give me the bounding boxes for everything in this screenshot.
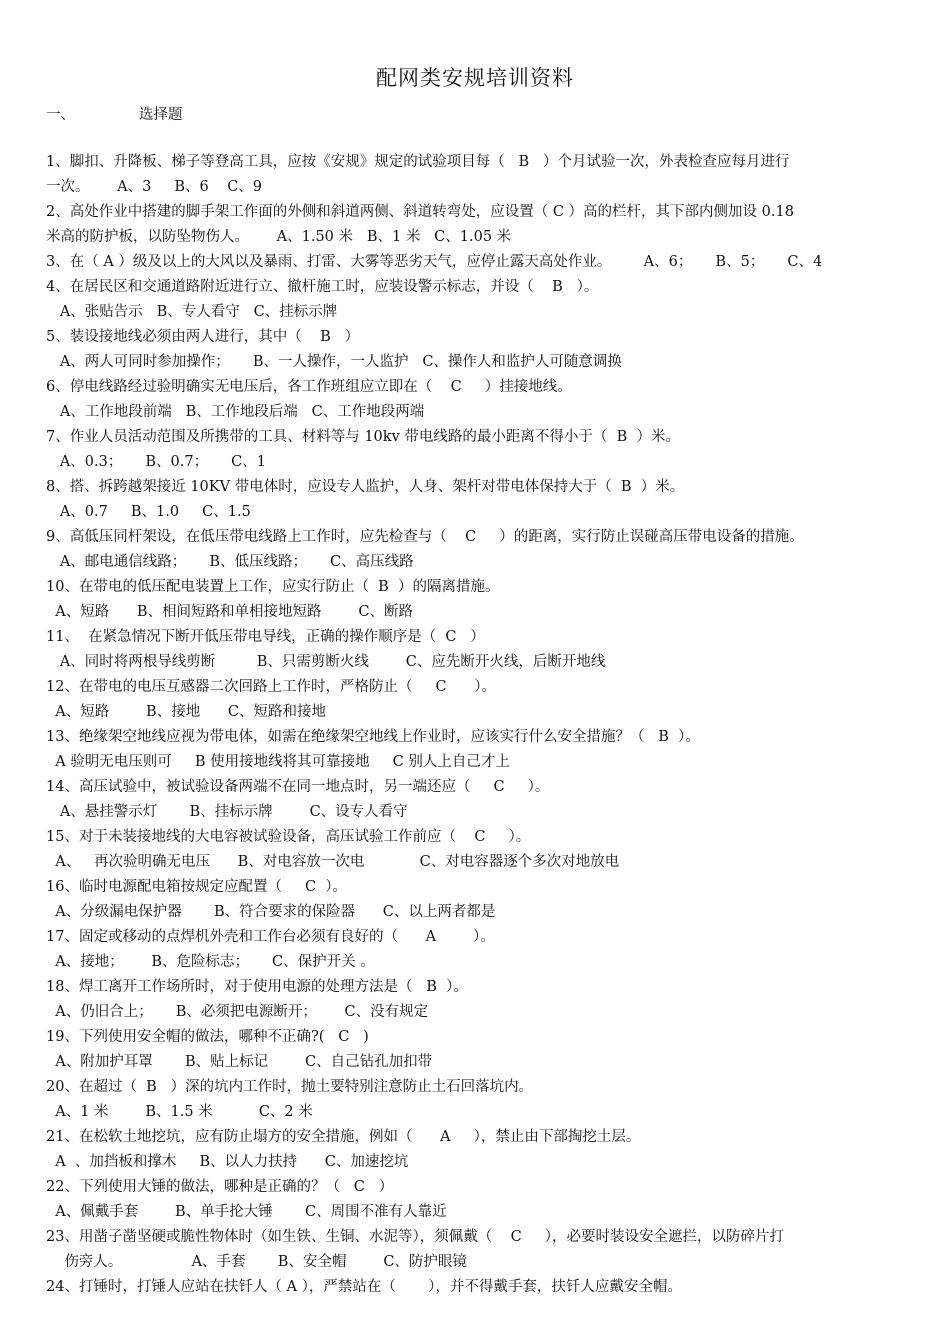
text-line: 6、停电线路经过验明确实无电压后，各工作班组应立即在（ C ）挂接地线。 — [46, 379, 572, 395]
text-line: A、邮电通信线路； B、低压线路； C、高压线路 — [46, 554, 414, 570]
text-line: A 、加挡板和撑木 B、以人力扶持 C、加速挖坑 — [46, 1154, 409, 1170]
text-line: 22、下列使用大锤的做法，哪种是正确的？（ C ） — [46, 1179, 394, 1195]
text-line: 2、高处作业中搭建的脚手架工作面的外侧和斜道两侧、斜道转弯处，应设置（ C ）高的栏杆，其下部内侧加设 0.18 — [46, 204, 794, 220]
section-heading — [46, 103, 183, 124]
text-line: 17、固定或移动的点焊机外壳和工作台必须有良好的（ A ）。 — [46, 929, 495, 945]
text-line: A、张贴告示 B、专人看守 C、挂标示牌 — [46, 304, 338, 320]
text-line: 8、搭、拆跨越架接近 10KV 带电体时，应设专人监护，人身、架杆对带电体保持大于（ B ）米。 — [46, 479, 685, 495]
text-line: 一次。 A、3 B、6 C、9 — [46, 179, 263, 195]
text-line: 伤旁人。 A、手套 B、安全帽 C、防护眼镜 — [46, 1254, 467, 1270]
text-line: 7、作业人员活动范围及所携带的工具、材料等与 10kv 带电线路的最小距离不得小于（ B ）米。 — [46, 429, 680, 445]
text-line: 15、对于未装接地线的大电容被试验设备，高压试验工作前应（ C ）。 — [46, 829, 531, 845]
text-line: A、附加护耳罩 B、贴上标记 C、自己钻孔加扣带 — [46, 1054, 433, 1070]
text-line: A、佩戴手套 B、单手抡大锤 C、周围不准有人靠近 — [46, 1204, 447, 1220]
text-line: A、同时将两根导线剪断 B、只需剪断火线 C、应先断开火线，后断开地线 — [46, 654, 606, 670]
text-line: 18、焊工离开工作场所时，对于使用电源的处理方法是（ B ）。 — [46, 979, 468, 995]
text-line: 19、下列使用安全帽的做法，哪种不正确?( C ) — [46, 1029, 369, 1045]
text-line: 1、脚扣、升降板、梯子等登高工具，应按《安规》规定的试验项目每（ B ）个月试验一次，外表检查应每月进行 — [46, 154, 790, 170]
text-line: 10、在带电的低压配电装置上工作，应实行防止（ B ）的隔离措施。 — [46, 579, 500, 595]
text-line: A、 再次验明确无电压 B、对电容放一次电 C、对电容器逐个多次对地放电 — [46, 854, 620, 870]
text-line: 20、在超过（ B ）深的坑内工作时，抛土要特别注意防止土石回落坑内。 — [46, 1079, 534, 1095]
text-line: A、两人可同时参加操作； B、一人操作，一人监护 C、操作人和监护人可随意调换 — [46, 354, 622, 370]
text-line: 23、用凿子凿坚硬或脆性物体时（如生铁、生铜、水泥等），须佩戴（ C ），必要时装设安全遮拦，以防碎片打 — [46, 1229, 785, 1245]
text-line: A、短路 B、接地 C、短路和接地 — [46, 704, 326, 720]
text-line: 21、在松软土地挖坑，应有防止塌方的安全措施，例如（ A ），禁止由下部掏挖土层。 — [46, 1129, 641, 1145]
text-line: A、0.3； B、0.7； C、1 — [46, 454, 266, 470]
section-number: 一、 — [46, 107, 75, 123]
text-line: A、0.7 B、1.0 C、1.5 — [46, 504, 251, 520]
text-line: 16、临时电源配电箱按规定应配置（ C ）。 — [46, 879, 348, 895]
text-line: A、接地； B、危险标志； C、保护开关 。 — [46, 954, 375, 970]
text-line: A 验明无电压则可 B 使用接地线将其可靠接地 C 别人上自己才上 — [46, 754, 510, 770]
text-line: A、短路 B、相间短路和单相接地短路 C、断路 — [46, 604, 413, 620]
text-line: A、分级漏电保护器 B、符合要求的保险器 C、以上两者都是 — [46, 904, 496, 920]
text-line: A、1 米 B、1.5 米 C、2 米 — [46, 1104, 313, 1120]
text-line: 米高的防护板，以防坠物伤人。 A、1.50 米 B、1 米 C、1.05 米 — [46, 229, 512, 245]
text-line: A、悬挂警示灯 B、挂标示牌 C、设专人看守 — [46, 804, 408, 820]
text-line: 11、 在紧急情况下断开低压带电导线，正确的操作顺序是（ C ） — [46, 629, 485, 645]
text-line: 24、打锤时，打锤人应站在扶钎人（ A ），严禁站在（ ），并不得戴手套，扶钎人应戴安全帽。 — [46, 1279, 682, 1295]
text-line: 4、在居民区和交通道路附近进行立、撤杆施工时，应装设警示标志，并设（ B ）。 — [46, 279, 599, 295]
text-line: 5、装设接地线必须由两人进行，其中（ B ） — [46, 329, 360, 345]
section-label: 选择题 — [139, 107, 183, 123]
text-line: 3、在（ A ）级及以上的大风以及暴雨、打雷、大雾等恶劣天气，应停止露天高处作业。 A、6； B、5； C、4 — [46, 254, 823, 270]
text-line: 14、高压试验中，被试验设备两端不在同一地点时，另一端还应（ C ）。 — [46, 779, 550, 795]
text-line: 13、绝缘架空地线应视为带电体，如需在绝缘架空地线上作业时，应该实行什么安全措施？（ B ）。 — [46, 729, 700, 745]
question-list — [46, 150, 906, 1300]
text-line: A、工作地段前端 B、工作地段后端 C、工作地段两端 — [46, 404, 425, 420]
document-title: 配网类安规培训资料 — [376, 66, 574, 90]
text-line: 9、高低压同杆架设，在低压带电线路上工作时，应先检查与（ C ）的距离，实行防止误碰高压带电设备的措施。 — [46, 529, 804, 545]
text-line: A、仍旧合上； B、必须把电源断开； C、没有规定 — [46, 1004, 429, 1020]
text-line: 12、在带电的电压互感器二次回路上工作时，严格防止（ C ）。 — [46, 679, 496, 695]
